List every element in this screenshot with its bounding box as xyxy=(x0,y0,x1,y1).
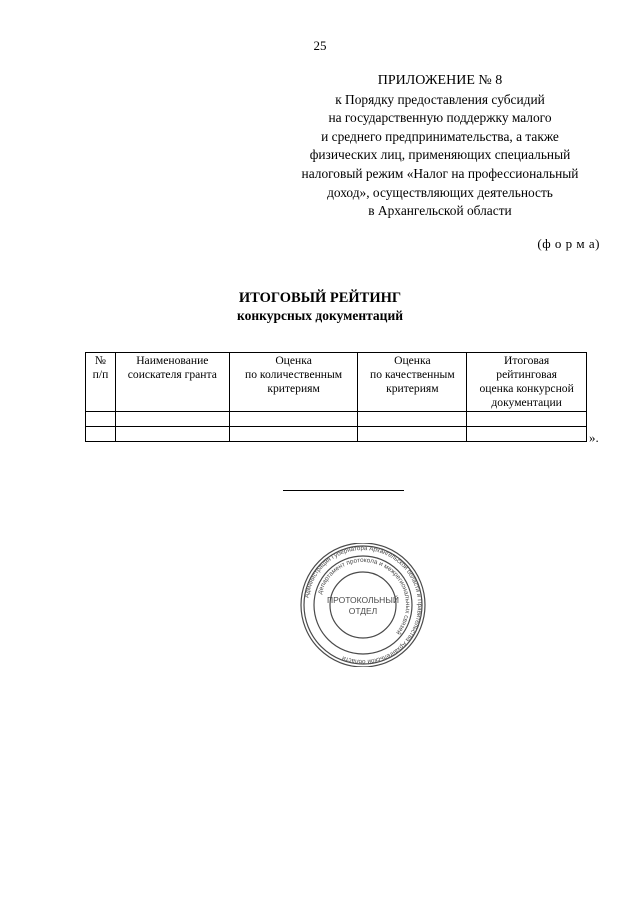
header-line: Итоговая xyxy=(504,354,550,367)
table-cell xyxy=(467,412,587,427)
appendix-header xyxy=(270,72,610,221)
separator-line xyxy=(283,490,404,491)
header-line: п/п xyxy=(92,368,109,381)
appendix-line: на государственную поддержку малого xyxy=(328,110,552,126)
rating-table xyxy=(85,352,587,442)
appendix-line: и среднего предпринимательства, а также xyxy=(321,128,559,144)
header-line: критериям xyxy=(267,382,320,395)
table-cell xyxy=(358,412,467,427)
header-line: рейтинговая xyxy=(496,368,557,381)
table-cell xyxy=(115,412,229,427)
appendix-title: ПРИЛОЖЕНИЕ № 8 xyxy=(377,73,503,88)
table-cell xyxy=(229,427,358,442)
table-cell xyxy=(115,427,229,442)
stamp-center-line: ОТДЕЛ xyxy=(348,606,378,616)
header-line: критериям xyxy=(386,382,439,395)
document-title: ИТОГОВЫЙ РЕЙТИНГ xyxy=(238,290,402,306)
table-cell xyxy=(229,412,358,427)
appendix-line: физических лиц, применяющих специальный xyxy=(309,147,571,163)
stamp-middle-ring xyxy=(314,556,412,654)
table-cell xyxy=(86,427,116,442)
header-line: оценка конкурсной xyxy=(479,382,574,395)
table-cell xyxy=(86,412,116,427)
appendix-line: налоговый режим «Налог на профессиональный xyxy=(301,165,579,181)
header-number xyxy=(86,353,116,412)
header-qualitative-score xyxy=(358,353,467,412)
stamp-inner-ring xyxy=(330,572,396,638)
table-header-row xyxy=(86,353,587,412)
header-line: Наименование xyxy=(136,354,209,367)
stamp-inner-text: департамент протокола и межрегиональных связей xyxy=(316,556,412,636)
header-applicant-name xyxy=(115,353,229,412)
table-cell xyxy=(467,427,587,442)
header-line: Оценка xyxy=(394,354,431,367)
document-subtitle: конкурсных документаций xyxy=(237,308,403,323)
table-row xyxy=(86,427,587,442)
closing-quote-mark: ». xyxy=(589,430,599,445)
header-final-rating xyxy=(467,353,587,412)
stamp-center-line: ПРОТОКОЛЬНЫЙ xyxy=(327,595,399,605)
header-quantitative-score xyxy=(229,353,358,412)
header-line: по качественным xyxy=(370,368,455,381)
appendix-line: к Порядку предоставления субсидий xyxy=(335,91,545,107)
header-line: по количественным xyxy=(245,368,343,381)
header-line: № xyxy=(94,354,106,367)
table-cell xyxy=(358,427,467,442)
appendix-line: в Архангельской области xyxy=(368,203,512,219)
table-row xyxy=(86,412,587,427)
header-line: документации xyxy=(491,396,562,409)
form-mark: (ф о р м а) xyxy=(537,236,600,251)
stamp-outer-text: Администрация Губернатора Архангельской области и Правительства Архангельской области xyxy=(303,544,424,666)
page-number: 25 xyxy=(313,38,327,53)
appendix-line: доход», осуществляющих деятельность xyxy=(327,184,553,200)
header-line: соискателя гранта xyxy=(127,368,217,381)
official-stamp xyxy=(290,543,436,667)
header-line: Оценка xyxy=(275,354,312,367)
